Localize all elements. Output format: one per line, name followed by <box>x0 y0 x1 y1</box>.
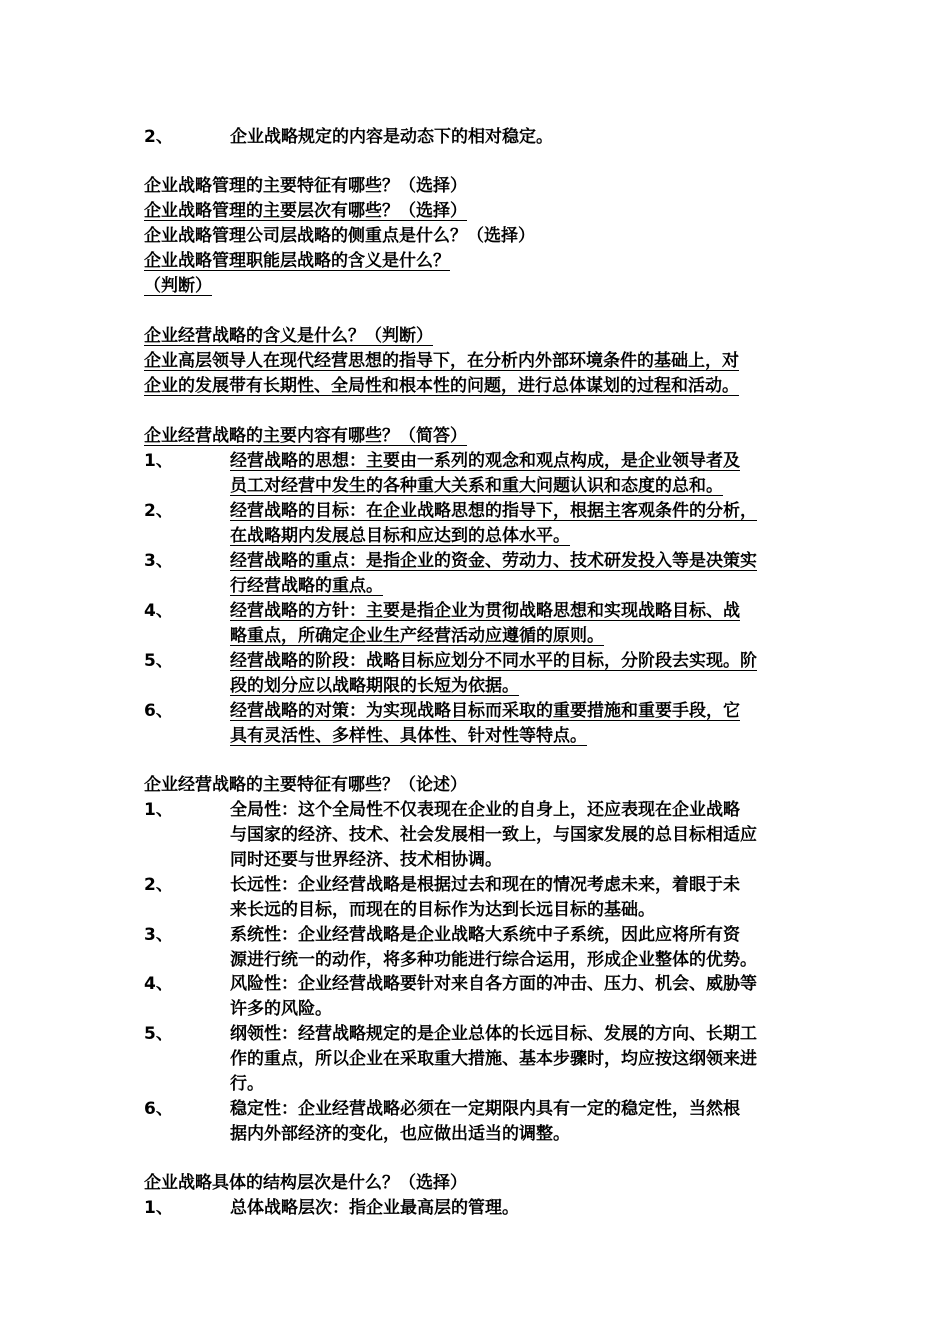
text-line: 据内外部经济的变化，也应做出适当的调整。 <box>230 1124 570 1144</box>
text-line: 具有灵活性、多样性、具体性、针对性等特点。 <box>230 726 587 746</box>
list-number: 5、 <box>144 1024 173 1044</box>
list-number: 2、 <box>144 501 173 521</box>
list-text <box>230 599 810 649</box>
text-line: 风险性：企业经营战略要针对来自各方面的冲击、压力、机会、威胁等 <box>230 974 757 994</box>
list-text <box>230 499 810 549</box>
question-line: （判断） <box>144 276 212 296</box>
section-heading: 企业经营战略的含义是什么？（判断） <box>144 326 433 346</box>
list-number: 5、 <box>144 651 173 671</box>
list-text <box>230 798 810 873</box>
text-line: 经营战略的思想：主要由一系列的观念和观点构成，是企业领导者及 <box>230 451 740 471</box>
text-line: 段的划分应以战略期限的长短为依据。 <box>230 676 519 696</box>
list-text <box>230 699 810 749</box>
text-line: 同时还要与世界经济、技术相协调。 <box>230 850 502 870</box>
text-line: 经营战略的方针：主要是指企业为贯彻战略思想和实现战略目标、战 <box>230 601 740 621</box>
section-heading: 企业战略具体的结构层次是什么？（选择） <box>144 1173 467 1193</box>
list-number: 6、 <box>144 1099 173 1119</box>
text-line: 纲领性：经营战略规定的是企业总体的长远目标、发展的方向、长期工 <box>230 1024 757 1044</box>
list-number: 1、 <box>144 800 173 820</box>
list-text <box>230 449 810 499</box>
list-text <box>230 923 810 973</box>
list-text <box>230 873 810 923</box>
list-number: 3、 <box>144 925 173 945</box>
text-line: 与国家的经济、技术、社会发展相一致上，与国家发展的总目标相适应 <box>230 825 757 845</box>
list-number: 1、 <box>144 1198 173 1218</box>
question-line: 企业战略管理公司层战略的侧重点是什么？（选择） <box>144 226 535 246</box>
list-text <box>230 649 810 699</box>
text-line: 作的重点，所以企业在采取重大措施、基本步骤时，均应按这纲领来进 <box>230 1049 757 1069</box>
answer-line: 企业高层领导人在现代经营思想的指导下，在分析内外部环境条件的基础上，对 <box>144 351 739 371</box>
text-line: 经营战略的阶段：战略目标应划分不同水平的目标，分阶段去实现。阶 <box>230 651 757 671</box>
question-line: 企业战略管理的主要特征有哪些？（选择） <box>144 176 467 196</box>
list-number: 4、 <box>144 601 173 621</box>
text-line: 行。 <box>230 1074 264 1094</box>
text-line: 许多的风险。 <box>230 999 332 1019</box>
text-line: 源进行统一的动作，将多种功能进行综合运用，形成企业整体的优势。 <box>230 950 757 970</box>
section-heading: 企业经营战略的主要内容有哪些？（简答） <box>144 426 467 446</box>
text-line: 来长远的目标，而现在的目标作为达到长远目标的基础。 <box>230 900 655 920</box>
question-line: 企业战略管理的主要层次有哪些？（选择） <box>144 201 467 221</box>
list-number: 2、 <box>144 875 173 895</box>
list-number: 6、 <box>144 701 173 721</box>
list-text <box>230 125 810 150</box>
text-line: 总体战略层次：指企业最高层的管理。 <box>230 1198 519 1218</box>
text-line: 全局性：这个全局性不仅表现在企业的自身上，还应表现在企业战略 <box>230 800 740 820</box>
list-text <box>230 1196 810 1221</box>
list-text <box>230 549 810 599</box>
text-line: 稳定性：企业经营战略必须在一定期限内具有一定的稳定性，当然根 <box>230 1099 740 1119</box>
text-line: 系统性：企业经营战略是企业战略大系统中子系统，因此应将所有资 <box>230 925 740 945</box>
text-line: 略重点，所确定企业生产经营活动应遵循的原则。 <box>230 626 604 646</box>
list-number: 1、 <box>144 451 173 471</box>
text-line: 员工对经营中发生的各种重大关系和重大问题认识和态度的总和。 <box>230 476 723 496</box>
list-text <box>230 1022 810 1097</box>
text-line: 经营战略的重点：是指企业的资金、劳动力、技术研发投入等是决策实 <box>230 551 757 571</box>
list-text <box>230 1097 810 1147</box>
question-line: 企业战略管理职能层战略的含义是什么？ <box>144 251 450 271</box>
text-line: 行经营战略的重点。 <box>230 576 383 596</box>
list-number: 4、 <box>144 974 173 994</box>
text-line: 长远性：企业经营战略是根据过去和现在的情况考虑未来，着眼于未 <box>230 875 740 895</box>
list-text <box>230 972 810 1022</box>
text-line: 企业战略规定的内容是动态下的相对稳定。 <box>230 127 553 147</box>
answer-line: 企业的发展带有长期性、全局性和根本性的问题，进行总体谋划的过程和活动。 <box>144 376 739 396</box>
section-heading: 企业经营战略的主要特征有哪些？（论述） <box>144 775 467 795</box>
list-number: 2、 <box>144 127 173 147</box>
text-line: 经营战略的对策：为实现战略目标而采取的重要措施和重要手段，它 <box>230 701 740 721</box>
text-line: 经营战略的目标：在企业战略思想的指导下，根据主客观条件的分析， <box>230 501 757 521</box>
list-number: 3、 <box>144 551 173 571</box>
text-line: 在战略期内发展总目标和应达到的总体水平。 <box>230 526 570 546</box>
